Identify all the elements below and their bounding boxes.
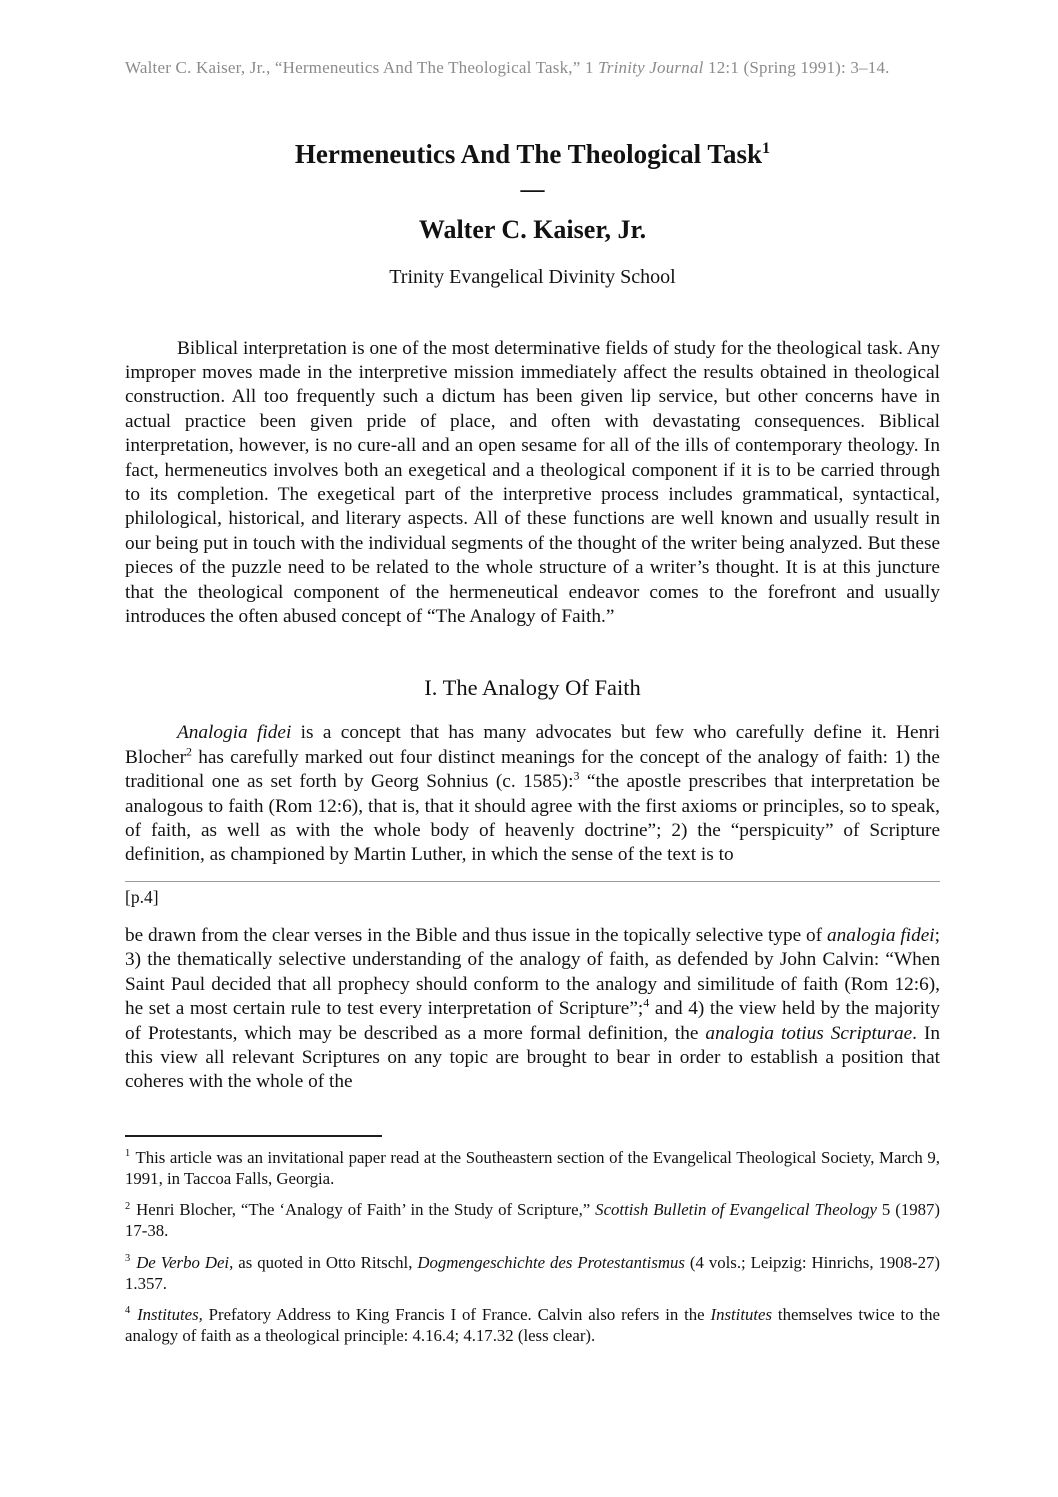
footnote-4-text: Institutes, Prefatory Address to King Francis I of France. Calvin also refers in the Institutes themselves twice to the analogy of faith as a theological principle: 4.16.4; 4.17.32 (less clear). — [125, 1304, 940, 1346]
author-name: Walter C. Kaiser, Jr. — [418, 215, 647, 245]
intro-paragraph: Biblical interpretation is one of the most determinative fields of study for the theological task. Any improper moves made in the interpretive mission immediately affect the results obtained in theological construction. All too frequently such a dictum has been given lip service, but other concerns have in actual practice been given pride of place, and often with devastating consequences. Biblical interpretation, however, is no cure-all and an open sesame for all of the ills of contemporary theology. In fact, hermeneutics involves both an exegetical and a theological component if it is to be carried through to its completion. The exegetical part of the interpretive process includes grammatical, syntactical, philological, historical, and literary aspects. All of these functions are well known and usually result in our being put in touch with the individual segments of the thought of the writer being analyzed. But these pieces of the puzzle need to be related to the whole structure of a writer’s thought. It is at this juncture that the theological component of the hermeneutical endeavor comes to the forefront and usually introduces the often abused concept of “The Analogy of Faith.” — [125, 337, 940, 628]
section-heading-analogy-of-faith: I. The Analogy Of Faith — [424, 675, 641, 701]
footnote-1-number: 1 — [125, 1148, 131, 1160]
analogy-continued-paragraph: be drawn from the clear verses in the Bible and thus issue in the topically selective type of analogia fidei; 3) the thematically selective understanding of the analogy of faith, as defended by John Calvin: “When Saint Paul decided that all prophecy should conform to the analogy and similitude of faith (Rom 12:6), he set a most certain rule to test every interpretation of Scripture”;$^4$ and 4) the view held by the majority of Protestants, which may be described as a more formal definition, the analogia totius Scripturae. In this view all relevant Scriptures on any topic are brought to bear in order to establish a position that coheres with the whole of the — [125, 924, 941, 1093]
footnote-4-number: 4 — [125, 1305, 131, 1317]
footnote-2 — [125, 1199, 940, 1241]
footnote-3 — [125, 1252, 940, 1294]
footnote-1 — [125, 1147, 940, 1189]
footnotes-section — [125, 1147, 940, 1347]
page-break-rule — [125, 881, 940, 882]
article-title — [125, 138, 940, 170]
footnote-4 — [125, 1304, 940, 1346]
analogy-definitions-paragraph: Analogia fidei is a concept that has many advocates but few who carefully define it. Henri Blocher$^2$ has carefully marked out four distinct meanings for the concept of the analogy of faith: 1) the traditional one as set forth by Georg Sohnius (c. 1585):$^3$ “the apostle prescribes that interpretation be analogous to faith (Rom 12:6), that is, that it should agree with the first axioms or principles, so to speak, of faith, as well as with the whole body of heavenly doctrine”; 2) the “perspicuity” of Scripture definition, as championed by Martin Luther, in which the sense of the text is to — [125, 722, 940, 866]
footnote-separator — [125, 1135, 382, 1137]
running-header-citation: Walter C. Kaiser, Jr., “Hermeneutics And The Theological Task,” 1 Trinity Journal 12:1 (Spring 1991): 3–14. — [125, 58, 890, 77]
footnote-2-text: Henri Blocher, “The ‘Analogy of Faith’ in the Study of Scripture,” Scottish Bulletin of Evangelical Theology 5 (1987) 17-38. — [125, 1200, 940, 1241]
footnote-3-number: 3 — [125, 1252, 131, 1264]
author-affiliation: Trinity Evangelical Divinity School — [389, 265, 676, 288]
footnote-3-text: De Verbo Dei, as quoted in Otto Ritschl, Dogmengeschichte des Protestantismus (4 vols.; Leipzig: Hinrichs, 1908-27) 1.357. — [125, 1252, 941, 1293]
title-footnote-ref: 1 — [762, 139, 771, 157]
page-number-marker: [p.4] — [125, 886, 159, 907]
footnote-2-number: 2 — [125, 1200, 131, 1212]
footnote-1-text: This article was an invitational paper read at the Southeastern section of the Evangelical Theological Society, March 9, 1991, in Taccoa Falls, Georgia. — [125, 1147, 940, 1188]
title-block — [125, 138, 940, 289]
article-title-text: Hermeneutics And The Theological Task — [294, 139, 762, 169]
title-divider-dash: — — [520, 177, 545, 204]
